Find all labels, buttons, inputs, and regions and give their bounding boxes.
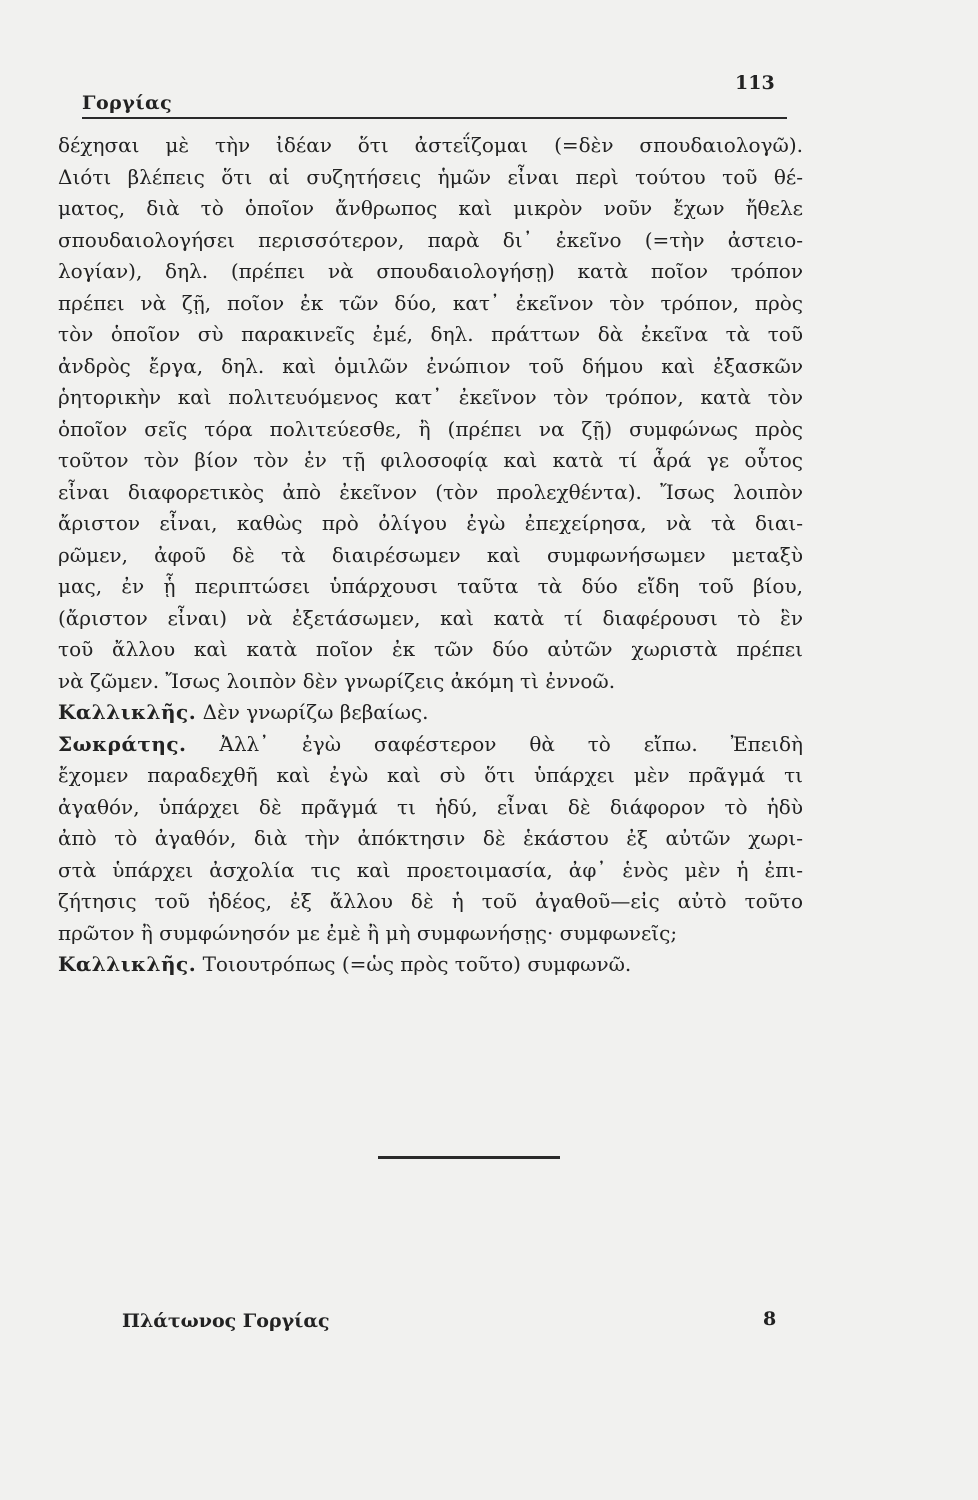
line-text: πρέπει νὰ ζῇ, ποῖον ἐκ τῶν δύο, κατ᾽ ἐκεῖνον τὸν τρόπον, πρὸς	[58, 290, 803, 315]
text-line	[58, 508, 803, 540]
page-number: 113	[735, 72, 775, 94]
line-text: ἀνδρὸς ἔργα, δηλ. καὶ ὁμιλῶν ἐνώπιον τοῦ δήμου καὶ ἐξασκῶν	[58, 353, 803, 378]
text-line	[58, 571, 803, 603]
line-text: ἄριστον εἶναι, καθὼς πρὸ ὀλίγου ἐγὼ ἐπεχείρησα, νὰ τὰ διαι-	[58, 511, 803, 535]
text-line	[58, 319, 803, 351]
line-text: ῥητορικὴν καὶ πολιτευόμενος κατ᾽ ἐκεῖνον τὸν τρόπον, κατὰ τὸν	[58, 385, 803, 409]
text-line	[58, 729, 803, 761]
text-line	[58, 855, 803, 887]
text-line	[58, 697, 803, 729]
line-text: πρῶτον ἢ συμφώνησόν με ἐμὲ ἢ μὴ συμφωνήσῃς· συμφωνεῖς;	[58, 920, 678, 945]
header-rule	[82, 117, 787, 119]
line-text: τὸν ὁποῖον σὺ παρακινεῖς ἐμέ, δηλ. πράττων δὰ ἐκεῖνα τὰ τοῦ	[58, 322, 803, 346]
line-text: (ἄριστον εἶναι) νὰ ἐξετάσωμεν, καὶ κατὰ τί διαφέρουσι τὸ ἓν	[58, 605, 803, 630]
text-line	[58, 949, 803, 981]
line-text: Τοιουτρόπως (=ὡς πρὸς τοῦτο) συμφωνῶ.	[202, 952, 632, 976]
line-text: σπουδαιολογήσει περισσότερον, παρὰ δι᾽ ἐκεῖνο (=τὴν ἀστειο-	[58, 227, 803, 252]
line-text: Δὲν γνωρίζω βεβαίως.	[202, 700, 429, 724]
line-text: ὁποῖον σεῖς τόρα πολιτεύεσθε, ἢ (πρέπει να ζῇ) συμφώνως πρὸς	[58, 416, 803, 441]
line-text: εἶναι διαφορετικὸς ἀπὸ ἐκεῖνον (τὸν προλεχθέντα). Ἴσως λοιπὸν	[58, 479, 803, 504]
text-line	[58, 414, 803, 446]
text-line	[58, 540, 803, 572]
line-text: ζήτησις τοῦ ἡδέος, ἐξ ἄλλου δὲ ἡ τοῦ ἀγαθοῦ—εἰς αὐτὸ τοῦτο	[58, 889, 803, 913]
text-line	[58, 445, 803, 477]
line-text: ἀγαθόν, ὑπάρχει δὲ πρᾶγμά τι ἡδύ, εἶναι δὲ διάφορον τὸ ἡδὺ	[58, 794, 803, 819]
text-line	[58, 351, 803, 383]
footer-signature-number: 8	[763, 1308, 777, 1330]
line-text: μας, ἐν ᾗ περιπτώσει ὑπάρχουσι ταῦτα τὰ δύο εἴδη τοῦ βίου,	[58, 574, 803, 598]
line-text: λογίαν), δηλ. (πρέπει νὰ σπουδαιολογήσῃ) κατὰ ποῖον τρόπον	[58, 259, 803, 283]
section-end-rule	[378, 1156, 560, 1159]
text-line	[58, 162, 803, 194]
line-text: ἀπὸ τὸ ἀγαθόν, διὰ τὴν ἀπόκτησιν δὲ ἑκάστου ἐξ αὐτῶν χωρι-	[58, 826, 803, 850]
footer-book-title: Πλάτωνος Γοργίας	[122, 1310, 330, 1332]
text-line	[58, 603, 803, 635]
speaker-name: Σωκράτης.	[58, 731, 187, 756]
text-line	[58, 193, 803, 225]
speaker-name: Καλλικλῆς.	[58, 952, 197, 976]
text-line	[58, 886, 803, 918]
text-line	[58, 477, 803, 509]
text-line	[58, 130, 803, 162]
line-text: Ἀλλ᾽ ἐγὼ σαφέστερον θὰ τὸ εἴπω. Ἐπειδὴ	[219, 731, 804, 756]
text-line	[58, 666, 803, 698]
line-text: δέχησαι μὲ τὴν ἰδέαν ὅτι ἀστεΐζομαι (=δὲν σπουδαιολογῶ).	[58, 133, 803, 157]
text-line	[58, 225, 803, 257]
line-text: ἔχομεν παραδεχθῆ καὶ ἐγὼ καὶ σὺ ὅτι ὑπάρχει μὲν πρᾶγμά τι	[58, 763, 803, 787]
line-text: ρῶμεν, ἀφοῦ δὲ τὰ διαιρέσωμεν καὶ συμφωνήσωμεν μεταξὺ	[58, 542, 803, 567]
line-text: Διότι βλέπεις ὅτι αἱ συζητήσεις ἡμῶν εἶναι περὶ τούτου τοῦ θέ-	[58, 164, 803, 189]
line-text: ματος, διὰ τὸ ὁποῖον ἄνθρωπος καὶ μικρὸν νοῦν ἔχων ἤθελε	[58, 196, 803, 220]
text-line	[58, 288, 803, 320]
text-line	[58, 792, 803, 824]
text-line	[58, 823, 803, 855]
line-text: τοῦ ἄλλου καὶ κατὰ ποῖον ἐκ τῶν δύο αὐτῶν χωριστὰ πρέπει	[58, 637, 803, 661]
text-line	[58, 382, 803, 414]
text-line	[58, 918, 803, 950]
line-text: στὰ ὑπάρχει ἀσχολία τις καὶ προετοιμασία, ἀφ᾽ ἑνὸς μὲν ἡ ἐπι-	[58, 857, 803, 882]
line-text: τοῦτον τὸν βίον τὸν ἐν τῇ φιλοσοφίᾳ καὶ κατὰ τί ἆρά γε οὗτος	[58, 448, 803, 472]
text-line	[58, 256, 803, 288]
text-line	[58, 760, 803, 792]
line-text: νὰ ζῶμεν. Ἴσως λοιπὸν δὲν γνωρίζεις ἀκόμη τὶ ἐννοῶ.	[58, 668, 616, 693]
running-head-title: Γοργίας	[82, 92, 173, 114]
body-text	[58, 130, 803, 981]
text-line	[58, 634, 803, 666]
speaker-name: Καλλικλῆς.	[58, 700, 197, 724]
